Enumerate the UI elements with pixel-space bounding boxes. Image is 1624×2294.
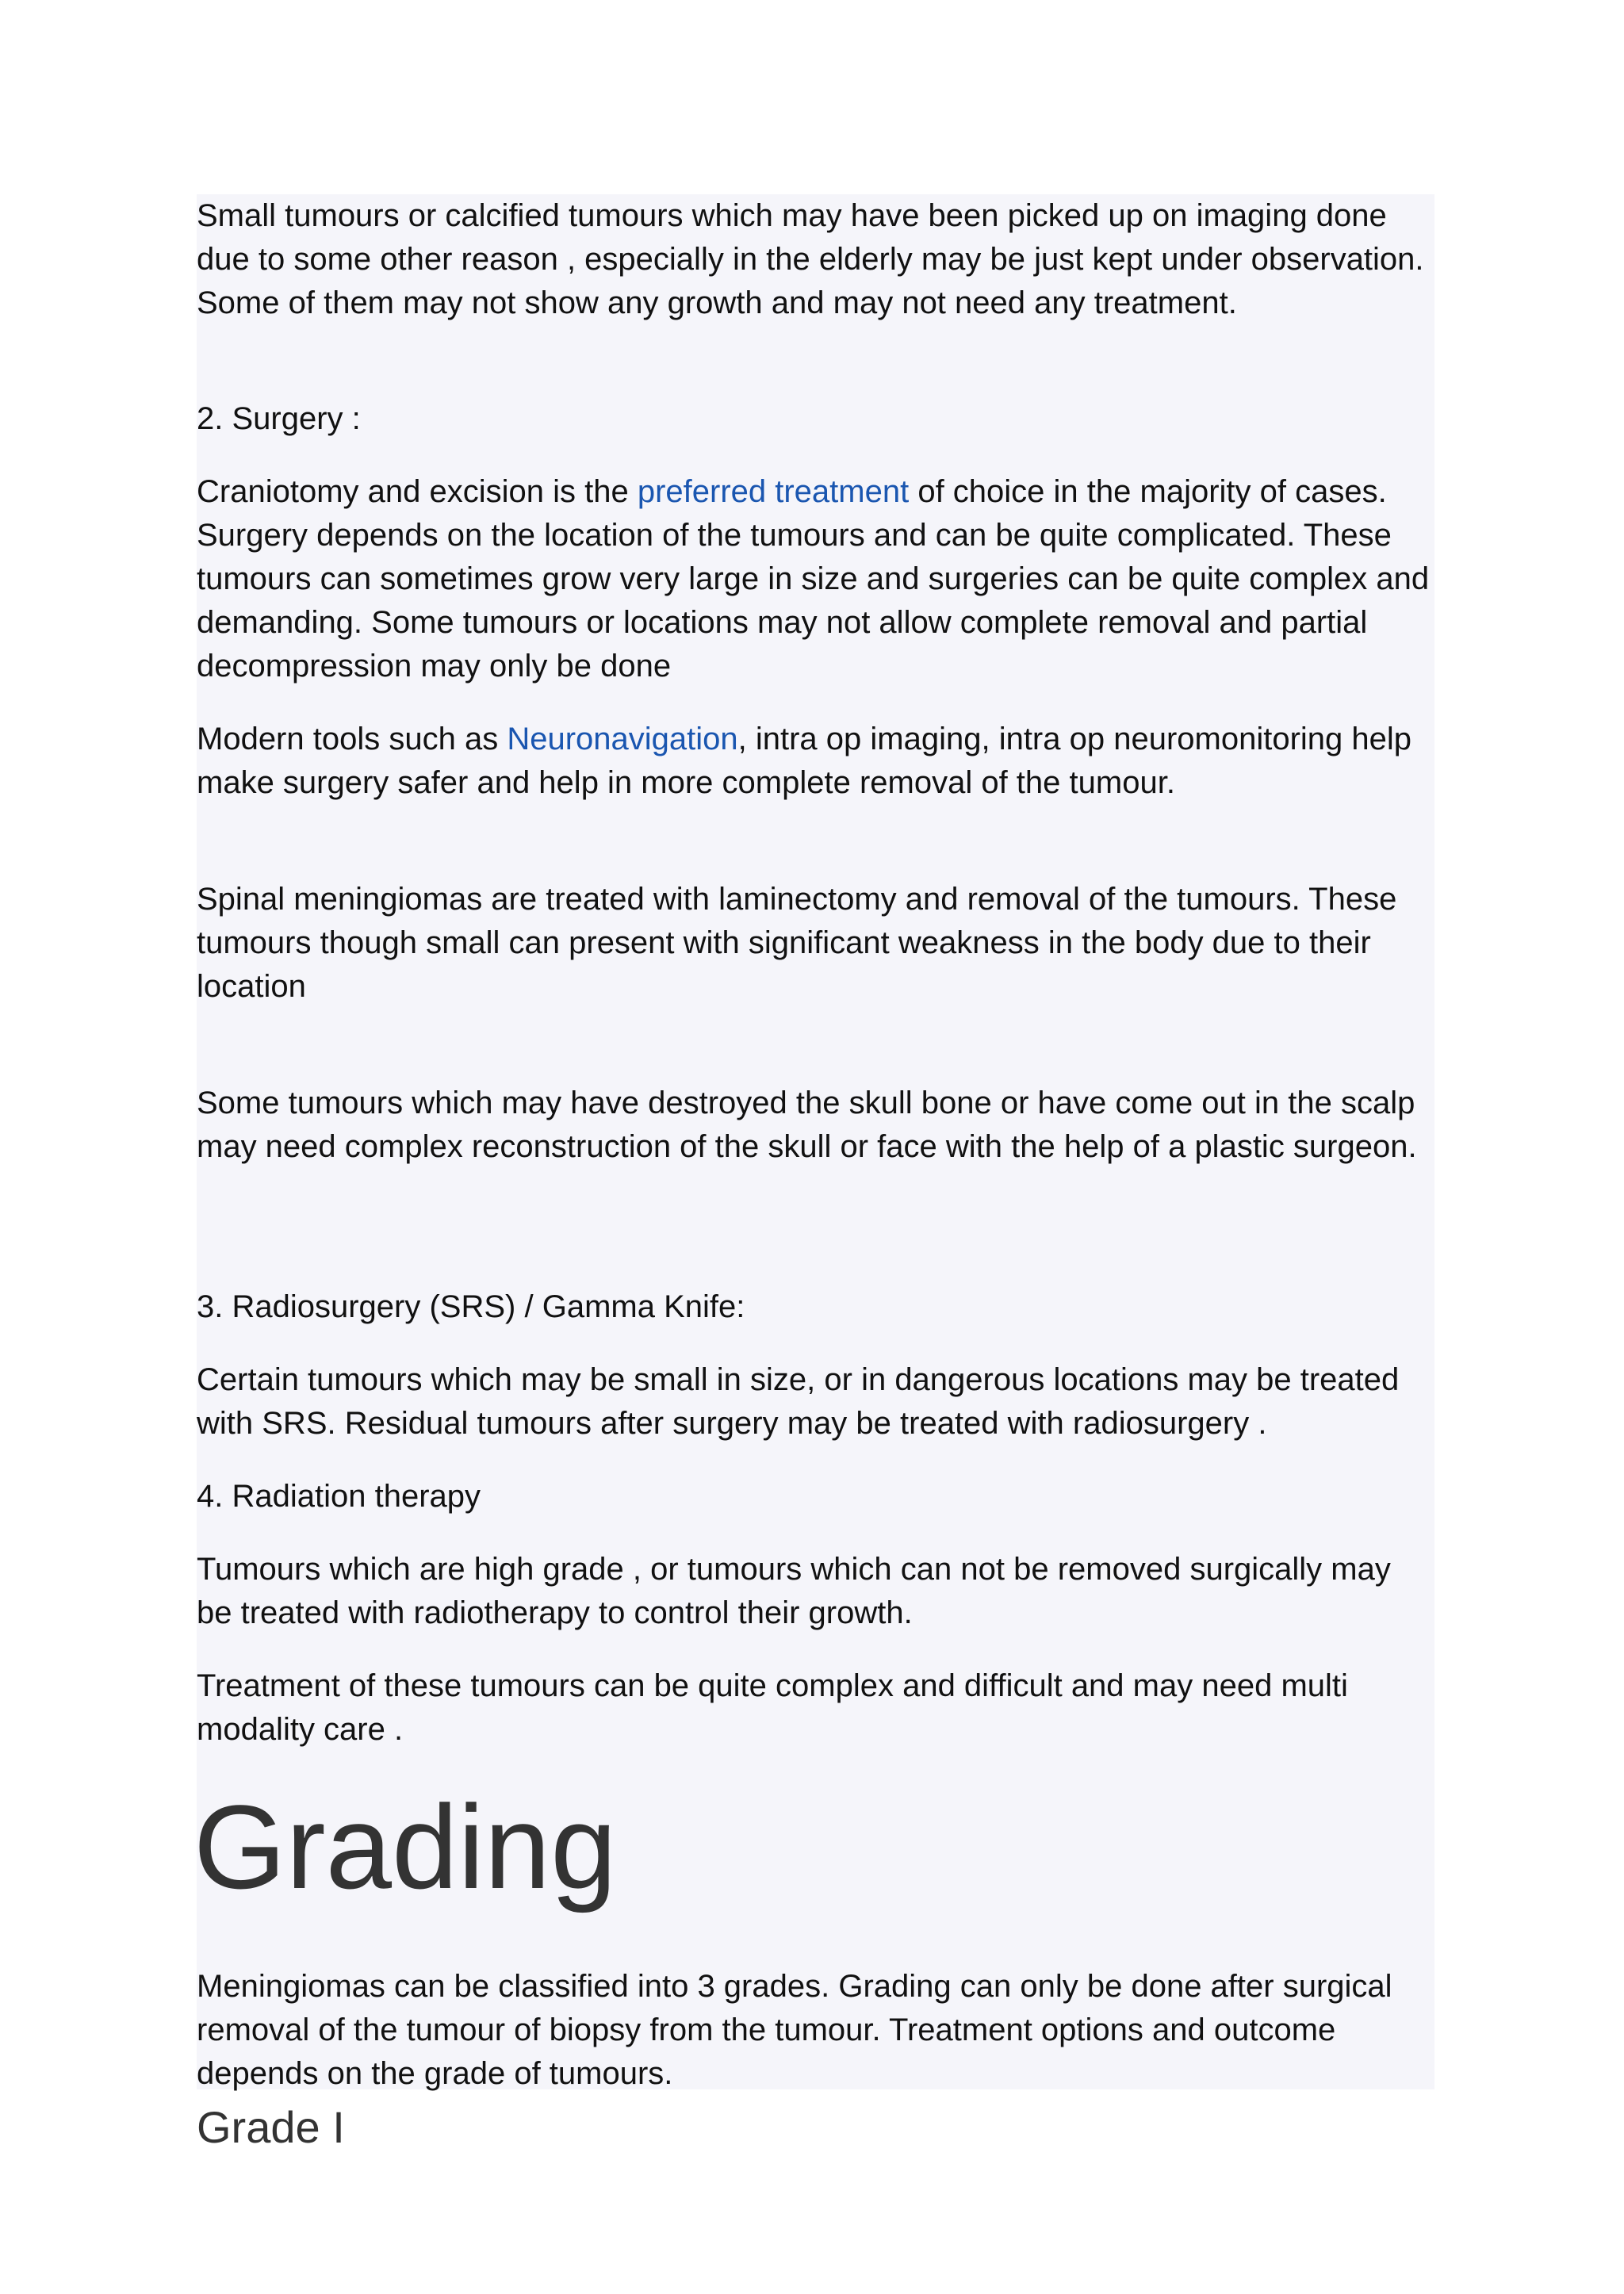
preferred-treatment-link[interactable]: preferred treatment [637,474,910,509]
reconstruction-paragraph: Some tumours which may have destroyed the skull bone or have come out in the scalp may need complex reconstruction of the skull or face with the help of a plastic surgeon. [197,1086,1417,1164]
tools-text-before: Modern tools such as [197,722,508,756]
tools-paragraph [197,718,1434,805]
craniotomy-paragraph [197,470,1434,688]
grading-heading: Grading [193,1780,617,1913]
radiosurgery-paragraph: Certain tumours which may be small in size, or in dangerous locations may be treated with SRS. Residual tumours after surgery may be treated with radiosurgery . [197,1362,1400,1441]
craniotomy-text-after: of choice in the majority of cases. Surgery depends on the location of the tumours and can be quite complicated. These tumours can sometimes grow very large in size and surgeries can be quite complex and demanding. Some tumours or locations may not allow complete removal and partial decompression may only be done [197,474,1430,684]
radiosurgery-heading: 3. Radiosurgery (SRS) / Gamma Knife: [197,1289,745,1324]
craniotomy-text-before: Craniotomy and excision is the [197,474,638,509]
radiation-heading: 4. Radiation therapy [197,1479,481,1514]
neuronavigation-link[interactable]: Neuronavigation [507,722,738,756]
multimodality-paragraph: Treatment of these tumours can be quite complex and difficult and may need multi modality care . [197,1668,1348,1747]
radiation-paragraph: Tumours which are high grade , or tumours which can not be removed surgically may be treated with radiotherapy to control their growth. [197,1552,1391,1630]
spinal-paragraph: Spinal meningiomas are treated with laminectomy and removal of the tumours. These tumours though small can present with significant weakness in the body due to their location [197,882,1397,1004]
grade-1-heading: Grade I [197,2102,345,2152]
grading-intro-paragraph: Meningiomas can be classified into 3 grades. Grading can only be done after surgical removal of the tumour of biopsy from the tumour. Treatment options and outcome depends on the grade of tumours. [197,1969,1392,2091]
observation-paragraph: Small tumours or calcified tumours which may have been picked up on imaging done due to some other reason , especially in the elderly may be just kept under observation. Some of them may not show any growth and may not need any treatment. [197,198,1424,320]
content-block [193,194,1434,2152]
tools-text-after: , intra op imaging, intra op neuromonitoring help make surgery safer and help in more complete removal of the tumour. [197,722,1412,800]
surgery-heading: 2. Surgery : [197,401,361,436]
